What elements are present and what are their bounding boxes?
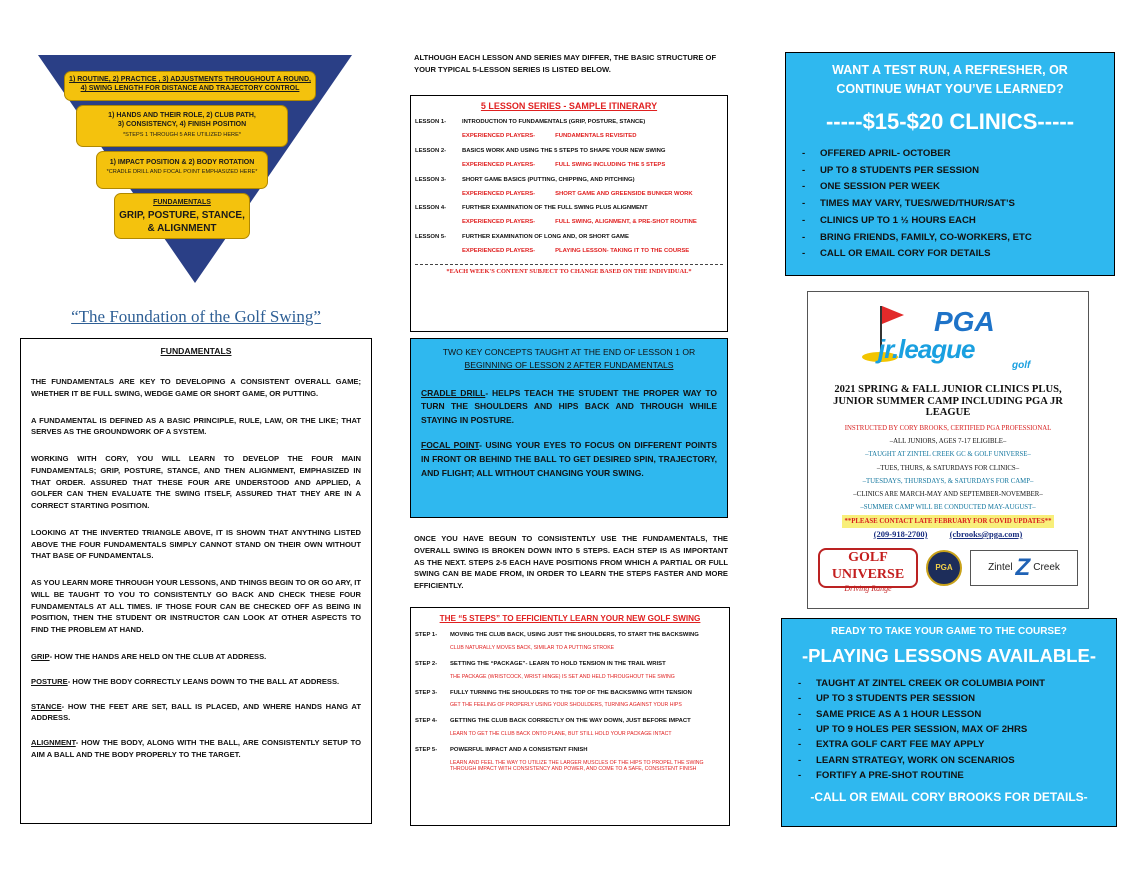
bullet-dash: - bbox=[802, 164, 806, 176]
step-label: STEP 4- bbox=[415, 718, 438, 725]
posture-def: - HOW THE BODY CORRECTLY LEANS DOWN TO THE BALL AT ADDRESS. bbox=[67, 676, 340, 686]
clinics-box bbox=[785, 52, 1115, 276]
playing-title: -PLAYING LESSONS AVAILABLE- bbox=[802, 645, 1096, 666]
playing-bullet-list bbox=[794, 676, 1104, 783]
bullet-text: UP TO 3 STUDENTS PER SESSION bbox=[816, 693, 976, 705]
step-note: LEARN TO GET THE CLUB BACK ONTO PLANE, BUT STILL HOLD YOUR PACKAGE INTACT bbox=[450, 731, 672, 738]
bullet-text: TIMES MAY VARY, TUES/WED/THUR/SAT’S bbox=[820, 198, 1015, 210]
lesson-desc: INTRODUCTION TO FUNDAMENTALS (GRIP, POSTURE, STANCE) bbox=[462, 119, 646, 125]
posture-definition bbox=[31, 676, 361, 688]
lesson-label: LESSON 3- bbox=[415, 176, 447, 183]
tier1-line2: 4) SWING LENGTH FOR DISTANCE AND TRAJECTORY CONTROL bbox=[80, 85, 300, 93]
pga-seal-text: PGA bbox=[935, 563, 953, 573]
fundamentals-p5: AS YOU LEARN MORE THROUGH YOUR LESSONS, AND THINGS BEGIN TO OR GO ARY, IT WILL BE TAUGHT TO YOU TO CONSISTENTLY GO BACK AND CHECK THESE FOUR FUNDAMENTALS AT ALL TIMES. IF THOSE FOUR CAN BE CHECKED OFF AS BEING IN POSITION, THEN THE STUDENT OR INSTRUCTOR CAN LOOK AT OTHER ASPECTS TO FIND THE PROBLEM AT HAND. bbox=[31, 578, 361, 635]
focal-term: FOCAL POINT bbox=[421, 440, 480, 451]
bullet-dash: - bbox=[798, 754, 802, 766]
clinics-bullet-list bbox=[798, 146, 1102, 263]
itinerary-note: *EACH WEEK'S CONTENT SUBJECT TO CHANGE BASED ON THE INDIVIDUAL* bbox=[446, 268, 692, 276]
fundamentals-p1: THE FUNDAMENTALS ARE KEY TO DEVELOPING A CONSISTENT OVERALL GAME; WHETHER IT BE FULL SWING, WEDGE GAME OR SHORT GAME, OR PUTTING. bbox=[31, 377, 361, 398]
grip-term: GRIP bbox=[31, 652, 50, 662]
bullet-dash: - bbox=[802, 248, 806, 260]
junior-camp-days: –TUESDAYS, THURSDAYS, & SATURDAYS FOR CAMP– bbox=[862, 477, 1034, 485]
step-label: STEP 5- bbox=[415, 747, 438, 753]
junior-ages: –ALL JUNIORS, AGES 7-17 ELIGIBLE– bbox=[889, 438, 1007, 446]
lesson-row bbox=[415, 149, 723, 155]
lesson-row bbox=[415, 178, 723, 184]
clinics-question-line1: WANT A TEST RUN, A REFRESHER, OR bbox=[832, 63, 1068, 77]
bullet-text: FORTIFY A PRE-SHOT ROUTINE bbox=[816, 770, 964, 782]
step-desc: GETTING THE CLUB BACK CORRECTLY ON THE WAY DOWN, JUST BEFORE IMPACT bbox=[450, 718, 691, 725]
golf-flag-icon bbox=[882, 306, 904, 324]
cradle-term: CRADLE DRILL bbox=[421, 387, 486, 398]
step-desc: MOVING THE CLUB BACK, USING JUST THE SHOULDERS, TO START THE BACKSWING bbox=[450, 632, 699, 638]
fundamentals-p2: A FUNDAMENTAL IS DEFINED AS A BASIC PRINCIPLE, RULE, LAW, OR THE LIKE; THAT SERVES AS THE GROUNDWORK OF A SYSTEM. bbox=[31, 415, 361, 437]
bullet-item bbox=[794, 691, 1104, 706]
bullet-item bbox=[798, 179, 1102, 196]
grip-def: - HOW THE HANDS ARE HELD ON THE CLUB AT ADDRESS. bbox=[49, 652, 267, 662]
foundation-title bbox=[20, 307, 372, 327]
logo-jr-league-text: jr.league bbox=[878, 334, 975, 364]
experienced-desc: FUNDAMENTALS REVISITED bbox=[555, 132, 637, 139]
concepts-heading bbox=[421, 346, 717, 373]
foundation-title-text: “The Foundation of the Golf Swing” bbox=[71, 307, 321, 326]
bullet-item bbox=[794, 707, 1104, 722]
step-desc: SETTING THE “PACKAGE”- LEARN TO HOLD TENSION IN THE TRAIL WRIST bbox=[450, 660, 666, 667]
lesson-label: LESSON 2- bbox=[415, 147, 447, 154]
step-note: LEARN AND FEEL THE WAY TO UTILIZE THE LARGER MUSCLES OF THE HIPS TO PROPEL THE SWING THROUGH IMPACT WITH CONSISTENCY AND POWER, AND COME TO A SAFE, CONSISTENT FINISH bbox=[450, 759, 704, 772]
lesson-experienced-row bbox=[415, 249, 723, 255]
bullet-item bbox=[798, 163, 1102, 180]
bullet-dash: - bbox=[798, 693, 802, 705]
bullet-text: EXTRA GOLF CART FEE MAY APPLY bbox=[816, 739, 985, 751]
junior-summer: –SUMMER CAMP WILL BE CONDUCTED MAY-AUGUST– bbox=[860, 504, 1036, 512]
bullet-text: UP TO 9 HOLES PER SESSION, MAX OF 2HRS bbox=[816, 724, 1028, 736]
bullet-item bbox=[794, 737, 1104, 752]
junior-covid-line bbox=[816, 515, 1080, 528]
bullet-item bbox=[798, 246, 1102, 263]
bullet-dash: - bbox=[802, 231, 806, 243]
pyramid-tier-2 bbox=[76, 105, 288, 147]
tier3-note: *CRADLE DRILL AND FOCAL POINT EMPHASIZED HERE* bbox=[106, 169, 258, 176]
fundamentals-p3: WORKING WITH CORY, YOU WILL LEARN TO DEVELOP THE FOUR MAIN FUNDAMENTALS; GRIP, POSTURE, STANCE, AND THEN ALIGNMENT, EMPHASIZED IN THAT ORDER. ASSURED THAT THESE FOUR ARE UNDERSTOOD AND APPLIED, A GOLFER CAN THEN EVALUATE THE SWING ITSELF, ASSURED THAT THEY ARE IN A CORRECT STARTING POSITION. bbox=[31, 454, 361, 511]
bullet-item bbox=[798, 230, 1102, 247]
step-label: STEP 3- bbox=[415, 689, 438, 696]
steps-intro: ONCE YOU HAVE BEGUN TO CONSISTENTLY USE THE FUNDAMENTALS, THE OVERALL SWING IS BROKEN DOWN INTO 5 STEPS. EACH STEP IS AS IMPORTANT AS THE NEXT. STEPS 2-5 EACH HAVE POSITIONS FROM WHICH A PARTIAL OR FULL SWING CAN BE MADE FROM, IN ORDER TO LEARN THE STEPS FASTER AND MORE EFFICIENTLY. bbox=[414, 534, 728, 591]
posture-term: POSTURE bbox=[31, 676, 68, 686]
logo-golf-text: golf bbox=[1012, 360, 1031, 371]
lesson-label: LESSON 5- bbox=[415, 234, 447, 241]
lesson-desc: SHORT GAME BASICS (PUTTING, CHIPPING, AND PITCHING) bbox=[462, 176, 635, 183]
junior-months: –CLINICS ARE MARCH-MAY AND SEPTEMBER-NOVEMBER– bbox=[853, 491, 1043, 499]
cradle-def: - HELPS TEACH THE STUDENT THE PROPER WAY TO TURN THE SHOULDERS AND HIPS BACK AND THROUGH WHILE STAYING IN POSTURE. bbox=[421, 387, 717, 425]
step-row bbox=[415, 632, 725, 639]
tier4-head: FUNDAMENTALS bbox=[153, 199, 211, 206]
pga-jr-league-logo bbox=[816, 300, 1080, 382]
stance-def: - HOW THE FEET ARE SET, BALL IS PLACED, AND WHERE HANDS HANG AT ADDRESS. bbox=[31, 701, 361, 723]
golf-universe-logo bbox=[818, 548, 918, 593]
tier1-line1: 1) ROUTINE, 2) PRACTICE , 3) ADJUSTMENTS THROUGHOUT A ROUND, bbox=[69, 76, 311, 83]
stance-term: STANCE bbox=[31, 701, 62, 711]
grip-definition bbox=[31, 651, 361, 663]
bullet-item bbox=[798, 196, 1102, 213]
step-desc: FULLY TURNING THE SHOULDERS TO THE TOP OF THE BACKSWING WITH TENSION bbox=[450, 689, 692, 696]
lesson-row bbox=[415, 120, 723, 126]
alignment-def: - HOW THE BODY, ALONG WITH THE BALL, ARE CONSISTENTLY SETUP TO AIM A BALL AND THE BODY PROPERLY TO THE TARGET. bbox=[31, 738, 361, 759]
lesson-spacer bbox=[415, 249, 462, 255]
tier2-line1: 1) HANDS AND THEIR ROLE, 2) CLUB PATH, bbox=[108, 112, 256, 119]
pyramid-tier-1 bbox=[64, 71, 316, 101]
lesson-experienced-row bbox=[415, 220, 723, 226]
experienced-label: EXPERIENCED PLAYERS- bbox=[462, 219, 536, 226]
focal-point-definition bbox=[421, 439, 717, 480]
itinerary-divider bbox=[415, 264, 723, 265]
golf-universe-logo-text: GOLF UNIVERSE bbox=[831, 549, 905, 582]
junior-email[interactable]: (cbrooks@pga.com) bbox=[949, 528, 1023, 539]
logo-pga-text: PGA bbox=[934, 306, 995, 337]
bullet-dash: - bbox=[798, 678, 802, 689]
lesson-spacer bbox=[415, 220, 462, 226]
tier2-line2: 3) CONSISTENCY, 4) FINISH POSITION bbox=[117, 121, 247, 129]
zintel-creek-logo bbox=[970, 550, 1078, 586]
playing-lessons-box bbox=[781, 618, 1117, 827]
golf-universe-logo-sub: Driving Range bbox=[844, 583, 892, 593]
bullet-text: LEARN STRATEGY, WORK ON SCENARIOS bbox=[816, 754, 1015, 766]
junior-title: 2021 SPRING & FALL JUNIOR CLINICS PLUS, JUNIOR SUMMER CAMP INCLUDING PGA JR LEAGUE bbox=[833, 384, 1063, 419]
lesson-desc: BASICS WORK AND USING THE 5 STEPS TO SHAPE YOUR NEW SWING bbox=[462, 147, 666, 154]
zintel-logo-z: Z bbox=[1015, 553, 1031, 581]
clinics-question bbox=[798, 61, 1102, 100]
junior-location: –TAUGHT AT ZINTEL CREEK GC & GOLF UNIVERSE– bbox=[865, 451, 1031, 459]
bullet-item bbox=[794, 676, 1104, 691]
lesson-experienced-row bbox=[415, 192, 723, 198]
experienced-label: EXPERIENCED PLAYERS- bbox=[462, 132, 536, 139]
lesson-row bbox=[415, 206, 723, 212]
junior-instructor: INSTRUCTED BY CORY BROOKS, CERTIFIED PGA PROFESSIONAL bbox=[844, 424, 1052, 432]
lesson-experienced-row bbox=[415, 163, 723, 169]
bullet-item bbox=[794, 768, 1104, 783]
tier2-note: *STEPS 1 THROUGH 5 ARE UTILIZED HERE* bbox=[122, 131, 241, 138]
stance-definition bbox=[31, 701, 361, 725]
step-row bbox=[415, 661, 725, 668]
zintel-logo-left: Zintel bbox=[988, 562, 1013, 574]
experienced-desc: PLAYING LESSON- TAKING IT TO THE COURSE bbox=[555, 248, 690, 255]
pga-seal-logo bbox=[926, 550, 962, 586]
tier3-line1: 1) IMPACT POSITION & 2) BODY ROTATION bbox=[109, 159, 255, 166]
bullet-dash: - bbox=[802, 181, 806, 193]
bullet-dash: - bbox=[798, 708, 802, 720]
junior-clinic-days: –TUES, THURS, & SATURDAYS FOR CLINICS– bbox=[876, 464, 1020, 472]
lesson-list bbox=[415, 120, 723, 255]
junior-clinics-flyer bbox=[807, 291, 1089, 609]
lesson-desc: FURTHER EXAMINATION OF THE FULL SWING PLUS ALIGNMENT bbox=[462, 205, 648, 212]
bullet-dash: - bbox=[802, 147, 806, 159]
lesson-desc: FURTHER EXAMINATION OF LONG AND, OR SHORT GAME bbox=[462, 234, 629, 241]
clinics-price: -----$15-$20 CLINICS----- bbox=[825, 108, 1075, 134]
itinerary-box bbox=[410, 95, 728, 332]
steps-title: THE “5 STEPS” TO EFFICIENTLY LEARN YOUR NEW GOLF SWING bbox=[439, 614, 701, 623]
bullet-text: OFFERED APRIL- OCTOBER bbox=[820, 147, 951, 159]
bullet-dash: - bbox=[802, 214, 806, 226]
bullet-text: CLINICS UP TO 1 ½ HOURS EACH bbox=[820, 214, 976, 226]
zintel-logo-right: Creek bbox=[1033, 562, 1060, 574]
cradle-drill-definition bbox=[421, 387, 717, 428]
bullet-item bbox=[798, 213, 1102, 230]
bullet-dash: - bbox=[798, 739, 802, 751]
fundamentals-p4: LOOKING AT THE INVERTED TRIANGLE ABOVE, IT IS SHOWN THAT ANYTHING LISTED ABOVE THE FOUR FUNDAMENTALS SIMPLY CANNOT STAND ON THEIR OWN WITHOUT THAT BASE OF FUNDAMENTALS. bbox=[31, 527, 361, 561]
step-list bbox=[415, 632, 725, 773]
bullet-item bbox=[798, 146, 1102, 163]
sponsor-logos bbox=[816, 548, 1080, 593]
bullet-dash: - bbox=[798, 770, 802, 782]
lesson-spacer bbox=[415, 134, 462, 140]
lesson-experienced-row bbox=[415, 134, 723, 140]
concepts-head-line1: TWO KEY CONCEPTS TAUGHT AT THE END OF LESSON 1 OR bbox=[442, 347, 696, 357]
lesson-spacer bbox=[415, 163, 462, 169]
clinics-question-line2: CONTINUE WHAT YOU’VE LEARNED? bbox=[836, 82, 1064, 97]
bullet-text: CALL OR EMAIL CORY FOR DETAILS bbox=[820, 248, 991, 260]
pyramid-tier-3 bbox=[96, 151, 268, 189]
alignment-term: ALIGNMENT bbox=[31, 738, 76, 748]
fundamentals-heading: FUNDAMENTALS bbox=[160, 346, 232, 356]
step-note: CLUB NATURALLY MOVES BACK, SIMILAR TO A PUTTING STROKE bbox=[450, 644, 615, 651]
five-steps-box bbox=[410, 607, 730, 826]
junior-contact bbox=[816, 529, 1080, 539]
experienced-label: EXPERIENCED PLAYERS- bbox=[462, 161, 536, 168]
bullet-text: ONE SESSION PER WEEK bbox=[820, 181, 940, 193]
playing-question: READY TO TAKE YOUR GAME TO THE COURSE? bbox=[831, 626, 1067, 637]
itinerary-title: 5 LESSON SERIES - SAMPLE ITINERARY bbox=[480, 101, 658, 111]
bullet-text: UP TO 8 STUDENTS PER SESSION bbox=[820, 164, 980, 176]
experienced-label: EXPERIENCED PLAYERS- bbox=[462, 248, 536, 255]
alignment-definition bbox=[31, 737, 361, 761]
bullet-text: BRING FRIENDS, FAMILY, CO-WORKERS, ETC bbox=[820, 231, 1032, 243]
bullet-text: SAME PRICE AS A 1 HOUR LESSON bbox=[816, 708, 982, 720]
concepts-head-line2: BEGINNING OF LESSON 2 AFTER FUNDAMENTALS bbox=[464, 360, 674, 371]
experienced-desc: FULL SWING, ALIGNMENT, & PRE-SHOT ROUTINE bbox=[555, 219, 697, 226]
junior-phone[interactable]: (209-918-2700) bbox=[873, 528, 928, 539]
fundamentals-box bbox=[20, 338, 372, 824]
step-note: GET THE FEELING OF PROPERLY USING YOUR SHOULDERS, TURNING AGAINST YOUR HIPS bbox=[450, 702, 682, 709]
lesson-label: LESSON 4- bbox=[415, 205, 447, 212]
step-row bbox=[415, 747, 725, 754]
key-concepts-box bbox=[410, 338, 728, 518]
step-desc: POWERFUL IMPACT AND A CONSISTENT FINISH bbox=[450, 747, 588, 753]
step-row bbox=[415, 718, 725, 725]
step-row bbox=[415, 690, 725, 697]
experienced-desc: FULL SWING INCLUDING THE 5 STEPS bbox=[555, 161, 666, 168]
lesson-label: LESSON 1- bbox=[415, 119, 447, 125]
bullet-dash: - bbox=[798, 724, 802, 736]
bullet-text: TAUGHT AT ZINTEL CREEK OR COLUMBIA POINT bbox=[816, 678, 1045, 689]
bullet-item bbox=[794, 722, 1104, 737]
step-note: THE PACKAGE (WRISTCOCK, WRIST HINGE) IS SET AND HELD THROUGHOUT THE SWING bbox=[450, 673, 675, 680]
series-intro: ALTHOUGH EACH LESSON AND SERIES MAY DIFFER, THE BASIC STRUCTURE OF YOUR TYPICAL 5-LESSON SERIES IS LISTED BELOW. bbox=[414, 53, 717, 75]
lesson-spacer bbox=[415, 192, 462, 198]
bullet-item bbox=[794, 753, 1104, 768]
experienced-label: EXPERIENCED PLAYERS- bbox=[462, 190, 536, 197]
bullet-dash: - bbox=[802, 198, 806, 210]
pyramid-tier-4 bbox=[114, 193, 250, 239]
covid-notice: **PLEASE CONTACT LATE FEBRUARY FOR COVID UPDATES** bbox=[842, 515, 1053, 528]
focal-def: - USING YOUR EYES TO FOCUS ON DIFFERENT POINTS IN FRONT OR BEHIND THE BALL TO GET DESIRED SPIN, TRAJECTORY, AND FLIGHT; ALL WITHOUT CHANGING YOUR SWING. bbox=[421, 440, 717, 478]
step-label: STEP 1- bbox=[415, 632, 438, 638]
step-label: STEP 2- bbox=[415, 660, 438, 667]
tier4-body: GRIP, POSTURE, STANCE, & ALIGNMENT bbox=[119, 210, 245, 234]
experienced-desc: SHORT GAME AND GREENSIDE BUNKER WORK bbox=[555, 190, 693, 197]
lesson-row bbox=[415, 235, 723, 241]
playing-footer: -CALL OR EMAIL CORY BROOKS FOR DETAILS- bbox=[810, 790, 1088, 805]
